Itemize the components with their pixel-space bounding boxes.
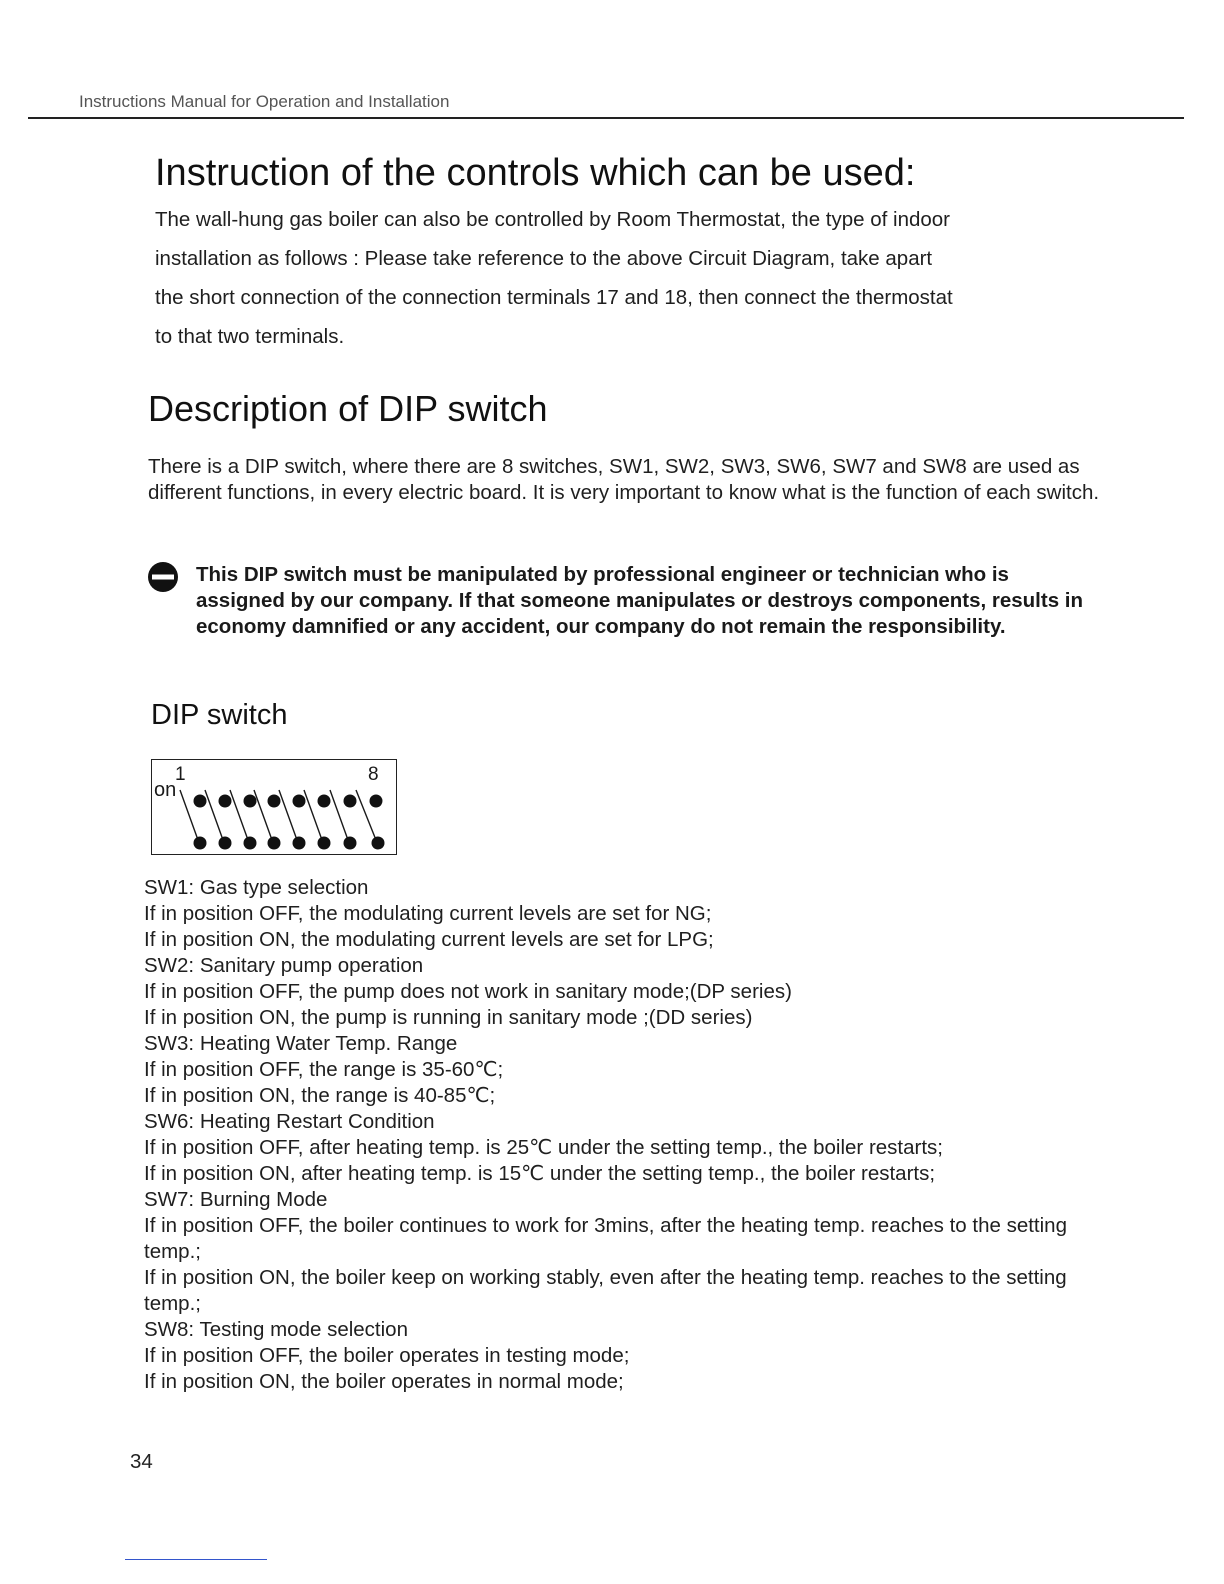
switch-description-line: If in position OFF, the modulating current levels are set for NG; bbox=[144, 902, 712, 925]
dip-bottom-contact bbox=[268, 837, 281, 850]
switch-description-line: SW2: Sanitary pump operation bbox=[144, 954, 424, 977]
switch-description-line: If in position ON, the pump is running in sanitary mode ;(DD series) bbox=[144, 1006, 753, 1029]
dip-top-contact bbox=[194, 795, 207, 808]
dip-label-first: 1 bbox=[175, 764, 186, 785]
dip-heading: Description of DIP switch bbox=[148, 388, 548, 429]
dip-bottom-contact bbox=[372, 837, 385, 850]
controls-heading: Instruction of the controls which can be used: bbox=[155, 152, 916, 194]
switch-description-line: SW7: Burning Mode bbox=[144, 1188, 328, 1211]
dip-bottom-contact bbox=[344, 837, 357, 850]
switch-description-line: SW3: Heating Water Temp. Range bbox=[144, 1032, 458, 1055]
switch-description-list bbox=[144, 875, 1094, 1395]
dip-switch-svg bbox=[152, 760, 398, 856]
controls-body-line: to that two terminals. bbox=[155, 325, 345, 348]
switch-description-line: If in position OFF, the range is 35-60℃; bbox=[144, 1058, 504, 1081]
dip-bottom-contact bbox=[194, 837, 207, 850]
dip-label-last: 8 bbox=[368, 764, 379, 785]
dip-description: There is a DIP switch, where there are 8 switches, SW1, SW2, SW3, SW6, SW7 and SW8 are used as different functions, in every electric board. It is very important to know what is the function of each switch. bbox=[148, 455, 1100, 504]
controls-body bbox=[155, 200, 1115, 356]
controls-body-line: the short connection of the connection terminals 17 and 18, then connect the thermostat bbox=[155, 286, 953, 309]
switch-description-line: If in position ON, the range is 40-85℃; bbox=[144, 1084, 496, 1107]
header-rule bbox=[28, 117, 1184, 119]
dip-top-contact bbox=[268, 795, 281, 808]
page-number: 34 bbox=[130, 1450, 153, 1473]
switch-description-line: If in position ON, after heating temp. is 15℃ under the setting temp., the boiler restarts; bbox=[144, 1162, 936, 1185]
dip-bottom-contact bbox=[318, 837, 331, 850]
dip-top-contact bbox=[244, 795, 257, 808]
switch-description-line: If in position ON, the boiler keep on working stably, even after the heating temp. reaches to the setting temp.; bbox=[144, 1266, 1067, 1315]
running-header: Instructions Manual for Operation and Installation bbox=[79, 92, 450, 111]
dip-top-contact bbox=[318, 795, 331, 808]
switch-description-line: If in position OFF, the boiler operates in testing mode; bbox=[144, 1344, 630, 1367]
switch-description-line: If in position ON, the modulating current levels are set for LPG; bbox=[144, 928, 714, 951]
controls-body-line: installation as follows : Please take reference to the above Circuit Diagram, take apart bbox=[155, 247, 933, 270]
no-entry-icon bbox=[147, 561, 179, 593]
dip-subheading: DIP switch bbox=[151, 699, 288, 731]
warning-text: This DIP switch must be manipulated by professional engineer or technician who is assigned by our company. If that someone manipulates or destroys components, results in economy damnified or any accident, our company do not remain the responsibility. bbox=[196, 563, 1084, 638]
dip-top-contact bbox=[370, 795, 383, 808]
dip-top-contact bbox=[293, 795, 306, 808]
switch-description-line: SW1: Gas type selection bbox=[144, 876, 369, 899]
switch-description-line: SW6: Heating Restart Condition bbox=[144, 1110, 435, 1133]
dip-label-on: on bbox=[154, 779, 177, 801]
dip-bottom-contact bbox=[293, 837, 306, 850]
footer-link-line bbox=[125, 1559, 267, 1560]
dip-bottom-contact bbox=[244, 837, 257, 850]
controls-body-line: The wall-hung gas boiler can also be controlled by Room Thermostat, the type of indoor bbox=[155, 208, 951, 231]
switch-description-line: If in position OFF, the boiler continues to work for 3mins, after the heating temp. reaches to the setting temp.; bbox=[144, 1214, 1067, 1263]
switch-description-line: If in position ON, the boiler operates in normal mode; bbox=[144, 1370, 624, 1393]
dip-switch-diagram bbox=[151, 759, 397, 855]
switch-description-line: If in position OFF, after heating temp. is 25℃ under the setting temp., the boiler restarts; bbox=[144, 1136, 943, 1159]
switch-description-line: If in position OFF, the pump does not work in sanitary mode;(DP series) bbox=[144, 980, 792, 1003]
dip-bottom-contact bbox=[219, 837, 232, 850]
dip-top-contact bbox=[219, 795, 232, 808]
switch-description-line: SW8: Testing mode selection bbox=[144, 1318, 408, 1341]
dip-top-contact bbox=[344, 795, 357, 808]
